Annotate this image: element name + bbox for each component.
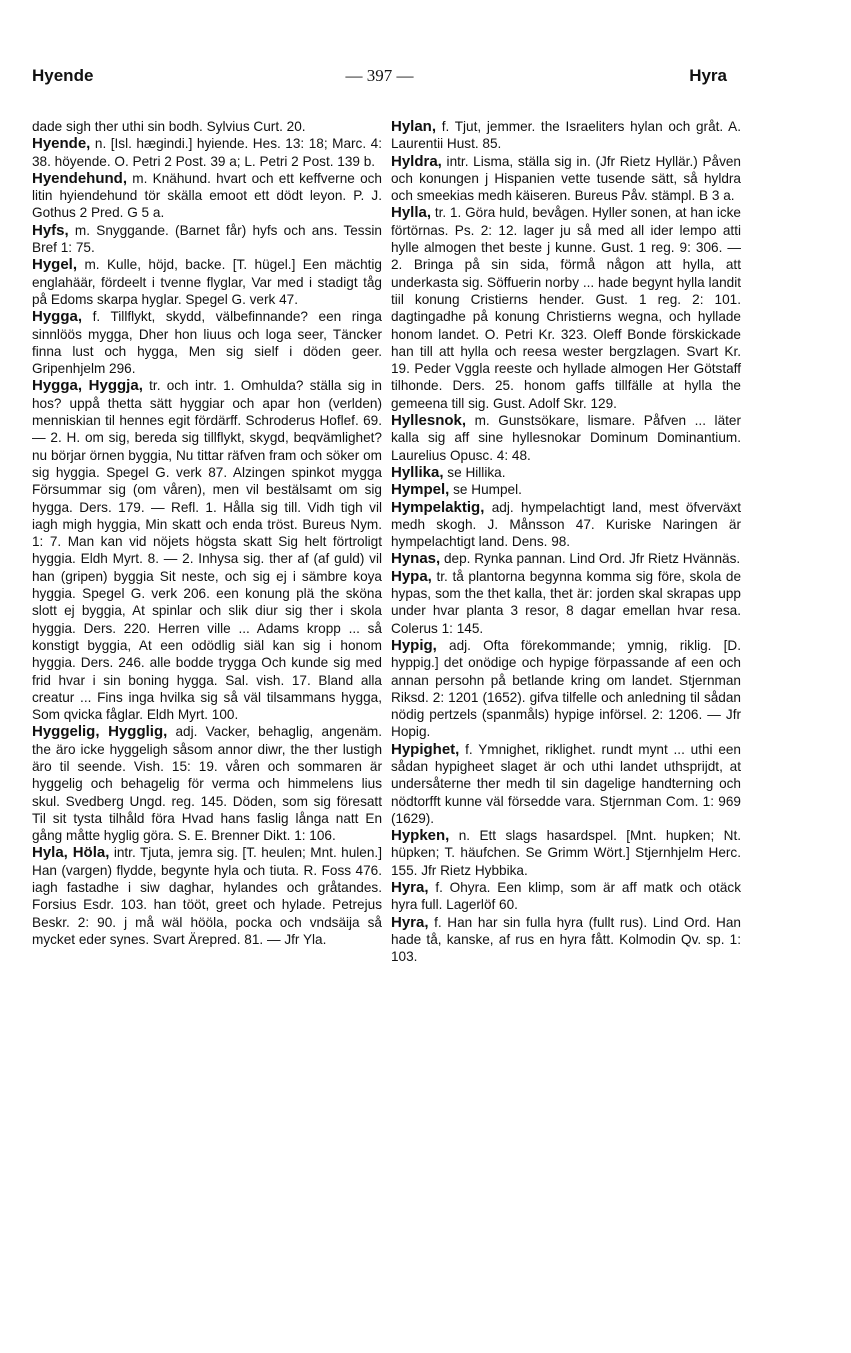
entry-headword: Hympelaktig,: [391, 498, 485, 516]
entry-text: dade sigh ther uthi sin bodh. Sylvius Curt. 20.: [32, 119, 306, 134]
entry-text: se Hillika.: [443, 464, 506, 480]
entry-headword: Hyendehund,: [32, 169, 128, 187]
entry-text: intr. Tjuta, jemra sig. [T. heulen; Mnt. hulen.] Han (vargen) flydde, begynte hyla och tiuta. R. Foss 476. iagh fastadhe i siw daghar, hylandes och gråtandes. Forsius Esdr. 103. han tööt, greet och hylade. Petrejus Beskr. 2: 90. j må wäl hööla, pocka och vndsäija så mycket eder synes. Svart Ärepred. 81. — Jfr Yla.: [32, 845, 382, 947]
dictionary-entry: [391, 914, 741, 966]
dictionary-entry: [391, 153, 741, 205]
dictionary-entry: [391, 550, 741, 567]
dictionary-entry: [391, 499, 741, 551]
header-first-word: Hyende: [32, 66, 94, 85]
dictionary-entry: [391, 637, 741, 741]
entry-headword: Hylla,: [391, 204, 432, 222]
dictionary-entry: [32, 222, 382, 257]
entry-headword: Hyggelig, Hygglig,: [32, 723, 168, 741]
entry-headword: Hyla, Höla,: [32, 844, 110, 862]
header-last-word: Hyra: [689, 66, 727, 85]
entry-text: se Humpel.: [449, 482, 522, 498]
entry-headword: Hyldra,: [391, 152, 442, 170]
dictionary-entry: [391, 827, 741, 879]
entry-headword: Hypig,: [391, 636, 437, 654]
entry-text: adj. Ofta förekommande; ymnig, riklig. [D. hyppig.] det onödige och hypige förpassande af een och annan persohn på betlande kring om landet. Stjernman Riksd. 2: 1201 (1652). gifva tilfelle och anledning til sådan nödig pertzels (spanmåls) hypige införsel. 2: 1206. — Jfr Hopig.: [391, 637, 741, 740]
dictionary-entry: [32, 308, 382, 377]
entry-text: m. Gunstsökare, lismare. Påfven ... läter kalla sig aff sine hyllesnokar Dominum Dominantium. Laurelius Opusc. 4: 48.: [391, 413, 741, 463]
dictionary-entry: [32, 118, 382, 135]
dictionary-entry: [32, 256, 382, 308]
dictionary-entry: [32, 844, 382, 948]
entry-headword: Hyllika,: [391, 463, 444, 481]
dictionary-entry: [391, 568, 741, 637]
entry-headword: Hyllesnok,: [391, 412, 467, 430]
page-number: — 397 —: [345, 66, 414, 85]
entry-text: m. Snyggande. (Barnet får) hyfs och ans. Tessin Bref 1: 75.: [32, 222, 382, 256]
entry-text: f. Tjut, jemmer. the Israeliters hylan och gråt. A. Laurentii Hust. 85.: [391, 119, 741, 152]
entry-text: tr. 1. Göra huld, bevågen. Hyller sonen, at han icke förtörnas. Ps. 2: 12. lager ju så med all ider lempo atti hylle almogen thet beste j kunne. Gust. 1 reg. 9: 306. — 2. Bringa på sin sida, förmå någon att hylla, att underkasta sig. Söffuerin norby ... hade begynt hylla landit tiil konung Cristierns hender. Gust. 1 reg. 2: 101. dagtingadhe på konung Christierns wegna, och hyllade honom landet. O. Petri Kr. 323. Oleff Bonde förskickade han till att hylla och reesa wester bergzlagen. Svart Kr. 19. Peder Vggla reeste och hyllade almogen Her Götstaff tilhonde. Ders. 25. honom gaffs tillfälle at hylla the gemeena till sig. Gust. Adolf Skr. 129.: [391, 205, 741, 411]
entry-text: adj. hympelachtigt land, mest öfverväxt medh skogh. J. Månsson 47. Kuriske Naringen är hympelachtigt land. Dens. 98.: [391, 499, 741, 550]
entry-text: n. [Isl. hægindi.] hyiende. Hes. 13: 18; Marc. 4: 38. höyende. O. Petri 2 Post. 39 a; L. Petri 2 Post. 139 b.: [32, 136, 382, 169]
entry-headword: Hypken,: [391, 827, 450, 845]
dictionary-entry: [391, 741, 741, 827]
entry-text: adj. Vacker, behaglig, angenäm. the äro icke hyggeligh såsom annor diwr, the ther lustigh äro til seende. Vish. 15: 19. våren och sommaren är hyggelig och behagelig för verma och himmelens lius skul. Svedberg Ungd. reg. 145. Döden, som sig föresatt Til sit tysta tilhåld föra Hvad hans faslig långa natt En gång måtte hyglig göra. S. E. Brenner Dikt. 1: 106.: [32, 724, 382, 844]
dictionary-entry: [391, 412, 741, 464]
entry-headword: Hylan,: [391, 118, 437, 135]
entry-text: m. Kulle, höjd, backe. [T. hügel.] Een mächtig englahäär, fördeelt i tvenne flyglar, Var med i stadigt tåg på Edoms skarpa hyglar. Spegel G. verk 47.: [32, 257, 382, 307]
dictionary-entry: [32, 135, 382, 170]
entry-headword: Hygga,: [32, 308, 83, 326]
dictionary-entry: [391, 204, 741, 412]
entry-text: f. Ymnighet, riklighet. rundt mynt ... uthi een sådan hypigheet slaget är och uthi landet uthsprijdt, at undersåterne ther medh til sin dagelige handterning och nödtorfft kunne väl försedde vara. Stjernman Com. 1: 969 (1629).: [391, 741, 741, 826]
entry-headword: Hypa,: [391, 567, 432, 585]
right-column: [391, 118, 741, 966]
running-head: [32, 66, 727, 92]
dictionary-entry: [391, 118, 741, 153]
entry-headword: Hympel,: [391, 481, 450, 499]
left-column: [32, 118, 382, 948]
entry-text: n. Ett slags hasardspel. [Mnt. hupken; Nt. hüpken; T. häufchen. Se Grimm Wört.] Stjernhjelm Herc. 155. Jfr Rietz Hybbika.: [391, 828, 741, 878]
entry-text: f. Ohyra. Een klimp, som är aff matk och otäck hyra full. Lagerlöf 60.: [391, 880, 741, 913]
entry-headword: Hyra,: [391, 913, 429, 931]
entry-headword: Hygga, Hyggja,: [32, 377, 143, 395]
entry-headword: Hynas,: [391, 550, 441, 568]
entry-text: dep. Rynka pannan. Lind Ord. Jfr Rietz Hvännäs.: [440, 551, 741, 567]
entry-headword: Hypighet,: [391, 740, 460, 758]
entry-text: f. Tillflykt, skydd, välbefinnande? een ringa sinnlöös mygga, Dher hon liuus och loga seer, Täncker finna lust och hygga, Men sig sielf i döden geer. Gripenhjelm 296.: [32, 309, 382, 377]
entry-headword: Hyende,: [32, 135, 91, 153]
dictionary-entry: [391, 464, 741, 481]
entry-text: m. Knähund. hvart och ett keffverne och litin hyiendehund tör skälla emoot ett dödt leyon. P. J. Gothus 2 Pred. G 5 a.: [32, 170, 382, 221]
entry-headword: Hyfs,: [32, 221, 69, 239]
dictionary-entry: [32, 723, 382, 844]
dictionary-entry: [391, 879, 741, 914]
entry-text: tr. tå plantorna begynna komma sig före, skola de hypas, som the thet kalla, thet är: jorden skal skrapas upp under hvar planta 3 resor, 8 dagar emellan hvar resa. Colerus 1: 145.: [391, 568, 741, 636]
dictionary-entry: [32, 377, 382, 723]
dictionary-entry: [32, 170, 382, 222]
entry-text: f. Han har sin fulla hyra (fullt rus). Lind Ord. Han hade tå, kanske, af rus en hyra fått. Kolmodin Qv. sp. 1: 103.: [391, 914, 741, 965]
entry-text: intr. Lisma, ställa sig in. (Jfr Rietz Hyllär.) Påven och konungen j Hispanien vette tusende sätt, så hyldra och smeekias medh käiseren. Bureus Påv. stämpl. B 3 a.: [391, 153, 741, 204]
entry-headword: Hygel,: [32, 256, 78, 274]
entry-text: tr. och intr. 1. Omhulda? ställa sig in hos? uppå thetta sätt hyggiar och apar hon (verlden) menniskian til hennes egit fördärff. Schroderus Hoflef. 69. — 2. H. om sig, bereda sig tillflykt, skygd, beqvämlighet? nu börjar örnen byggia, Nu tittar räfven fram och söker om sig hyggia. Spegel G. verk 87. Alzingen spinkot mygga Försummar sig (om våren), men vil bestälsamt om sig hygga. Ders. 179. — Refl. 1. Hålla sig till. Vidh tigh vil iagh migh hyggia, Min skatt och enda tröst. Bureus Nym. 1: 7. Man kan vid nöjets högsta skatt Sig helt förtroligt hyggia. Eldh Myrt. 8. — 2. Inhysa sig. ther af (af guld) vil han (gripen) byggia Sit neste, och sig ej i sämbre koya hyggia. Spegel G. verk 206. een konung plä the sköna slott ej byggia, At spinlar och slik diur sig ther i skola hyggia. Ders. 220. Herren ville ... Adams kropp ... så konstigt byggia, At een odödlig siäl kan sig i honom hyggia. Ders. 246. alle bodde trygga Och kunde sig med frid hvar i sin boning hygga. Sal. vish. 17. Bland alla creatur ... Fins inga hvilka sig så väl tilsammans hygga, Som qvicka fåglar. Eldh Myrt. 100.: [32, 378, 382, 723]
entry-headword: Hyra,: [391, 879, 429, 897]
dictionary-entry: [391, 481, 741, 498]
